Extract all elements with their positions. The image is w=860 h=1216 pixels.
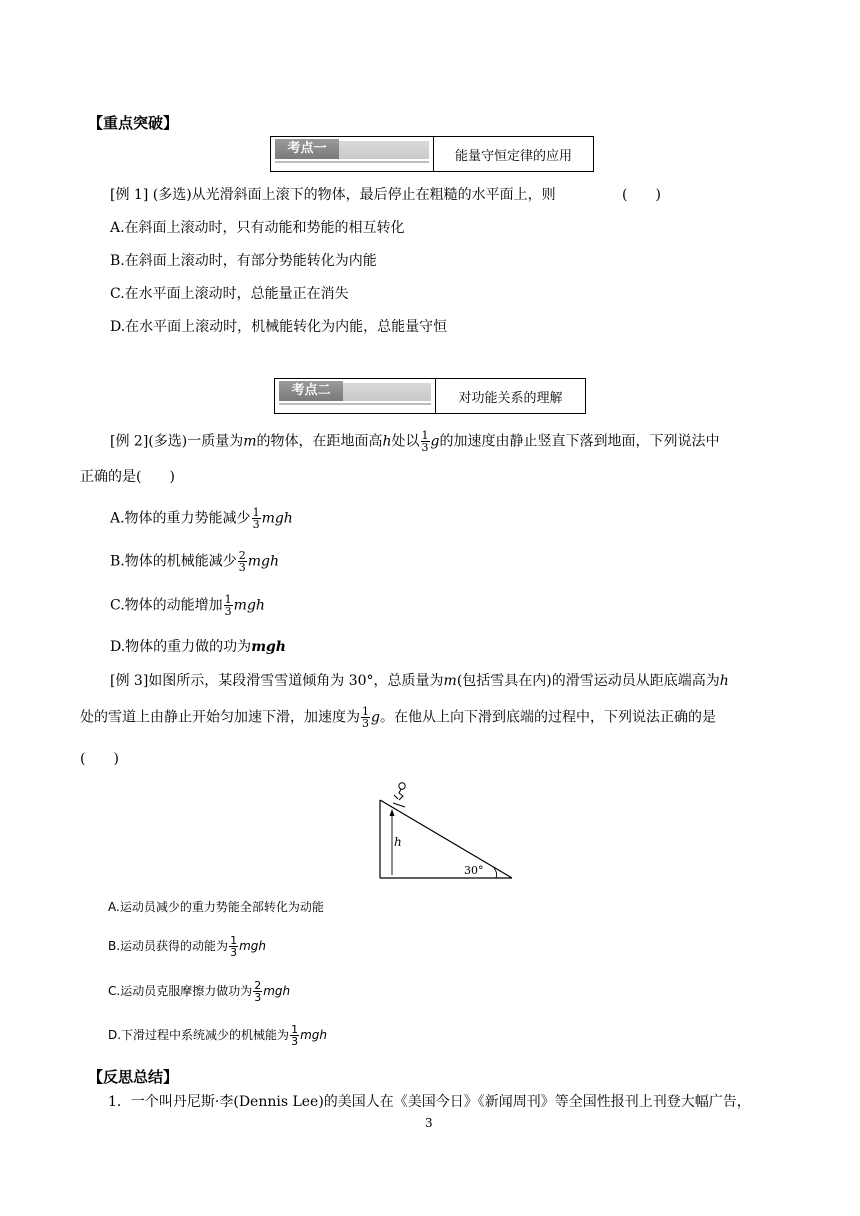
ex3-option-b-den: 3 <box>230 946 238 959</box>
ex3-slope-figure <box>372 778 517 882</box>
ex2-option-a-mgh: mgh <box>261 510 293 527</box>
ex2-option-c-den: 3 <box>224 605 232 618</box>
ex3-option-b-mgh: mgh <box>239 939 266 953</box>
ex3-stem-line3: ( ) <box>80 751 119 767</box>
ex3-frac-num: 1 <box>362 705 369 718</box>
ex3-option-d-den: 3 <box>291 1035 299 1048</box>
ex2-option-b-den: 3 <box>238 561 246 574</box>
ex2-option-b-mgh: mgh <box>247 553 280 570</box>
ex3-option-b <box>108 935 266 958</box>
ex3-option-c-text: C.运动员克服摩擦力做功为 <box>108 984 253 998</box>
ex3-option-a: A.运动员减少的重力势能全部转化为动能 <box>108 900 324 914</box>
topic-box-1 <box>270 136 594 172</box>
ex2-option-d-text: D.物体的重力做的功为 <box>110 639 252 655</box>
ex2-option-c-fraction <box>224 594 233 617</box>
height-label: h <box>394 835 402 849</box>
ex3-option-d-mgh: mgh <box>300 1028 327 1042</box>
ex2-frac-den: 3 <box>421 441 429 454</box>
ex2-option-c-mgh: mgh <box>233 597 265 614</box>
ex2-option-b-num: 2 <box>238 549 246 562</box>
topic-tag-label-1: 考点一 <box>275 139 339 159</box>
ex2-option-a-num: 1 <box>252 506 260 519</box>
ex2-stem-line1 <box>110 430 720 453</box>
ex2-option-a-fraction <box>252 507 261 530</box>
ex3-stem-line2 <box>80 706 716 729</box>
ex3-option-c-fraction <box>253 980 262 1003</box>
ex2-option-d <box>110 638 286 656</box>
ex2-var-m: m <box>243 433 257 450</box>
ex2-option-b-fraction <box>238 550 247 573</box>
ex3-option-c-den: 3 <box>254 991 262 1004</box>
ex3-option-d-num: 1 <box>291 1023 299 1036</box>
reflection-line-1: 1．一个叫丹尼斯·李(Dennis Lee)的美国人在《美国今日》《新闻周刊》等全国性报刊上刊登大幅广告， <box>108 1094 751 1110</box>
ex2-var-h: h <box>382 433 392 450</box>
ex2-frac-num: 1 <box>421 429 429 442</box>
page-number: 3 <box>425 1116 433 1130</box>
ex3-option-d-text: D.下滑过程中系统减少的机械能为 <box>108 1028 290 1042</box>
topic-tag-1 <box>271 137 434 171</box>
ex2-option-a-den: 3 <box>252 518 260 531</box>
angle-label: 30° <box>464 864 484 877</box>
ex3-var-h: h <box>719 673 729 689</box>
ex3-option-b-fraction <box>229 935 238 958</box>
ex2-var-g: g <box>430 433 440 450</box>
ex2-option-a-text: A.物体的重力势能减少 <box>110 510 251 527</box>
topic-tag-2 <box>275 379 436 413</box>
ex3-line1b-text: (包括雪具在内)的滑雪运动员从距底端高为 <box>456 673 720 689</box>
ex2-stem-c: 处以 <box>391 433 420 450</box>
ex1-answer-bracket: ( ) <box>622 187 661 203</box>
topic-title-2: 对功能关系的理解 <box>458 390 563 406</box>
ex2-option-b <box>110 550 279 573</box>
ex3-fraction <box>361 706 370 729</box>
ex1-stem: [例 1] (多选)从光滑斜面上滚下的物体，最后停止在粗糙的水平面上，则 <box>110 187 556 203</box>
ex3-stem-line1 <box>110 672 729 690</box>
ex3-option-c <box>108 980 290 1003</box>
ex3-var-m: m <box>443 673 457 689</box>
ex1-option-d: D.在水平面上滚动时，机械能转化为内能，总能量守恒 <box>110 319 448 335</box>
ex2-option-c-text: C.物体的动能增加 <box>110 597 223 614</box>
ex2-option-a <box>110 507 293 530</box>
section-heading-key-breakthrough: 【重点突破】 <box>88 114 179 132</box>
ex2-option-c <box>110 594 265 617</box>
height-arrow-head <box>390 809 395 816</box>
section-heading-reflection: 【反思总结】 <box>88 1068 179 1086</box>
ex2-stem-d: 的加速度由静止竖直下落到地面，下列说法中 <box>439 433 720 450</box>
topic-tag-label-2: 考点二 <box>279 381 343 401</box>
ex2-fraction <box>421 430 430 453</box>
ex2-stem-line2: 正确的是( ) <box>80 469 175 485</box>
ex2-option-d-mgh: mgh <box>251 639 286 655</box>
ex1-option-c: C.在水平面上滚动时，总能量正在消失 <box>110 286 349 302</box>
ex3-line2a-text: 处的雪道上由静止开始匀加速下滑，加速度为 <box>80 709 360 726</box>
ex3-option-d-fraction <box>290 1024 299 1047</box>
ex2-option-c-num: 1 <box>224 593 232 606</box>
topic-title-1: 能量守恒定律的应用 <box>454 148 572 164</box>
ex3-option-c-num: 2 <box>254 979 262 992</box>
ex3-line1-text: [例 3]如图所示，某段滑雪雪道倾角为 30°，总质量为 <box>110 673 444 689</box>
topic-box-2 <box>274 378 586 414</box>
ex3-option-c-mgh: mgh <box>263 984 291 998</box>
ex1-option-b: B.在斜面上滚动时，有部分势能转化为内能 <box>110 253 377 269</box>
ex3-option-d <box>108 1024 327 1047</box>
ex3-frac-den: 3 <box>362 717 369 730</box>
angle-arc <box>494 868 497 878</box>
skier-icon <box>393 783 405 807</box>
ex3-option-b-text: B.运动员获得的动能为 <box>108 939 229 953</box>
ex1-option-a: A.在斜面上滚动时，只有动能和势能的相互转化 <box>110 220 405 236</box>
ex2-stem-a: [例 2](多选)一质量为 <box>110 433 244 450</box>
ex3-line2b-text: 。在他从上向下滑到底端的过程中，下列说法正确的是 <box>379 709 716 726</box>
ex3-var-g: g <box>371 709 380 726</box>
ex2-stem-b: 的物体，在距地面高 <box>256 433 383 450</box>
ex2-option-b-text: B.物体的机械能减少 <box>110 553 237 570</box>
ex3-option-b-num: 1 <box>230 934 238 947</box>
